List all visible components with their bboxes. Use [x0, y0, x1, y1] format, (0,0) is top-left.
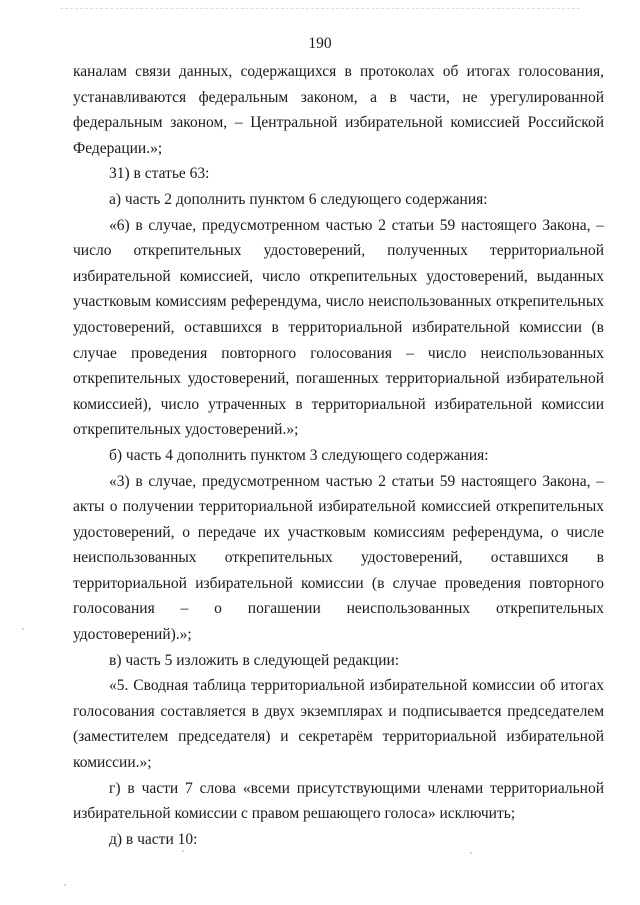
paragraph: в) часть 5 изложить в следующей редакции: [109, 651, 400, 669]
paragraph: «3) в случае, предусмотренном частью 2 статьи 59 настоящего Закона, – акты о получении территориальной избирательной комиссией открепительных удостоверений, о передаче их участковым комиссиям референдума, о числе неиспользованных открепительных удостоверений, оставшихся в территориальной избирательной комиссии (в случае проведения повторного голосования – о погашении неиспользованных открепительных удостоверений).»; [73, 472, 604, 644]
paragraph: а) часть 2 дополнить пунктом 6 следующего содержания: [109, 190, 488, 208]
paragraph: 31) в статье 63: [109, 165, 210, 183]
paragraph: «5. Сводная таблица территориальной избирательной комиссии об итогах голосования составляется в двух экземплярах и подписывается председателем (заместителем председателя) и секретарём территориальной избирательной комиссии.»; [73, 677, 604, 772]
scan-speck [64, 884, 66, 886]
scan-speck [470, 852, 472, 854]
paragraph: г) в части 7 слова «всеми присутствующими членами территориальной избирательной комиссии с правом решающего голоса» исключить; [73, 779, 604, 823]
paragraph: «6) в случае, предусмотренном частью 2 статьи 59 настоящего Закона, – число открепительных удостоверений, полученных территориальной избирательной комиссией, число открепительных удостоверений, выданных участковым комиссиям референдума, число неиспользованных открепительных удостоверений, оставшихся в территориальной избирательной комиссии (в случае проведения повторного голосования – число неиспользованных открепительных удостоверений, погашенных территориальной избирательной комиссией), число утраченных в территориальной избирательной комиссии открепительных удостоверений.»; [73, 216, 604, 439]
scan-edge-artifact [60, 8, 580, 11]
scan-speck [22, 628, 24, 630]
scan-speck [182, 850, 184, 852]
paragraph: б) часть 4 дополнить пунктом 3 следующего содержания: [109, 446, 489, 464]
document-body [73, 59, 604, 852]
paragraph: каналам связи данных, содержащихся в протоколах об итогах голосования, устанавливаются федеральным законом, а в части, не урегулированной федеральным законом, – Центральной избирательной комиссией Российской Федерации.»; [73, 63, 604, 157]
paragraph: д) в части 10: [109, 830, 198, 848]
page-number: 190 [308, 35, 332, 52]
